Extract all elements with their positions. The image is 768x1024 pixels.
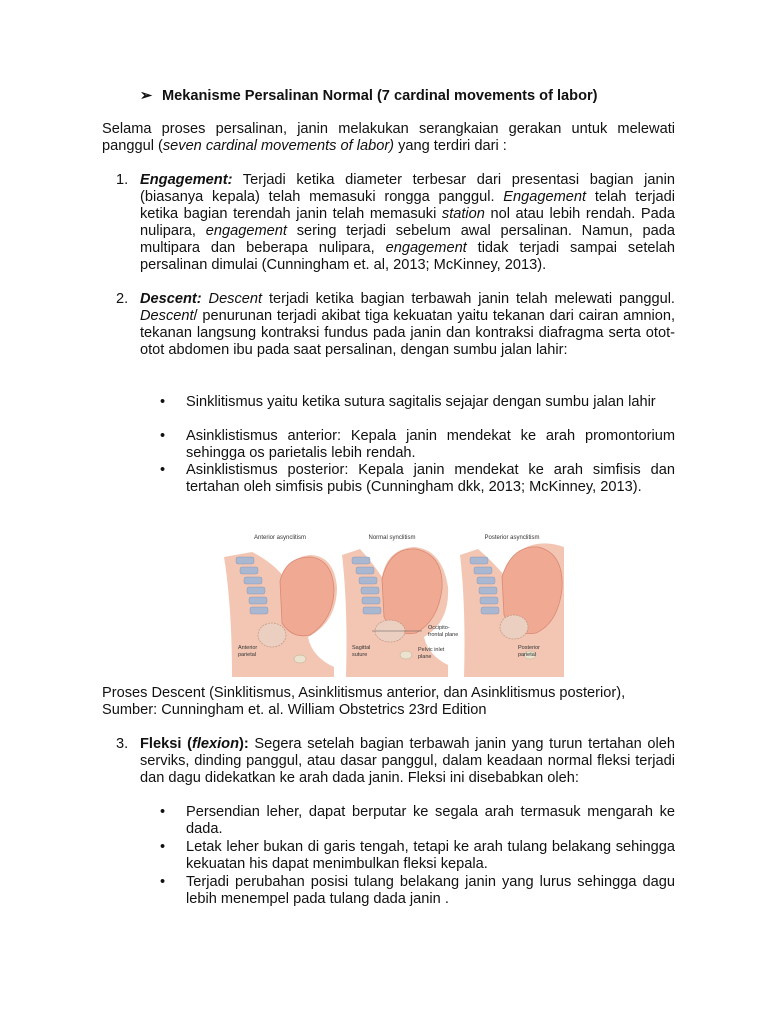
text-segment: telah terjadi ketika bagian terendah janin telah memasuki	[140, 189, 675, 222]
italic-term: engagement	[205, 223, 287, 239]
label-anterior-parietal-1: Anterior	[238, 645, 258, 651]
uterus-shape	[280, 557, 334, 636]
bullet-item-sinklitismus	[160, 394, 675, 411]
label-pelvic-inlet-1: Pelvic inlet	[418, 647, 445, 653]
bullet-text: Asinklistismus anterior: Kepala janin mendekat ke arah promontorium sehingga os parietalis lebih rendah.	[186, 428, 675, 461]
asynclitism-figure	[222, 527, 564, 677]
list-item-body	[140, 736, 675, 787]
italic-term: Descent	[140, 308, 194, 324]
text-segment: / penurunan terjadi akibat tiga kekuatan yaitu tekanan dari cairan amnion, tekanan langsung kontraksi fundus pada janin dan kontraksi diafragma serta otot-otot abdomen ibu pada saat persalinan, dengan sumbu jalan lahir:	[140, 308, 675, 358]
bullet-text: Terjadi perubahan posisi tulang belakang janin yang lurus sehingga dagu lebih menempel pada tulang dada janin .	[186, 874, 675, 907]
figure-caption	[102, 685, 675, 719]
text-segment: Terjadi ketika diameter terbesar dari presentasi bagian janin (biasanya kepala) telah memasuki rongga panggul.	[140, 172, 675, 205]
label-sagittal-suture-2: suture	[352, 652, 368, 658]
italic-term: station	[441, 206, 485, 222]
pubic-bone	[400, 651, 412, 659]
arrow-bullet-icon: ➢	[140, 88, 153, 104]
bullet-item-asinklitismus-posterior	[160, 462, 675, 496]
term-engagement: Engagement:	[140, 172, 233, 188]
bullet-dot-icon: •	[160, 394, 166, 410]
panel-title: Normal synclitism	[368, 535, 416, 541]
section-heading	[140, 88, 598, 105]
label-sagittal-suture-1: Sagittal	[352, 645, 371, 651]
section-heading-text: Mekanisme Persalinan Normal (7 cardinal movements of labor)	[162, 88, 598, 104]
pubic-bone	[294, 655, 306, 663]
list-number: 1.	[116, 172, 129, 188]
intro-text-c: yang terdiri dari :	[394, 138, 507, 154]
list-item-descent	[116, 291, 675, 359]
italic-term: engagement	[385, 240, 467, 256]
list-item-body	[140, 172, 675, 274]
fetal-head	[500, 615, 528, 639]
text-segment: sering terjadi sebelum awal persalinan. Namun, pada multipara dan beberapa nulipara,	[140, 223, 675, 256]
term-flexion-a: Fleksi (	[140, 736, 192, 752]
text-segment: Segera setelah bagian terbawah janin yang turun tertahan oleh serviks, dinding panggul, atau dasar panggul, dalam keadaan normal fleksi terjadi dan dagu didekatkan ke arah dada janin. Fleksi ini disebabkan oleh:	[140, 736, 675, 786]
bullet-item-letak-leher	[160, 839, 675, 873]
bullet-dot-icon: •	[160, 874, 166, 890]
term-flexion-italic: flexion	[191, 736, 239, 752]
list-item-engagement	[116, 172, 675, 274]
bullet-item-tulang-belakang	[160, 874, 675, 908]
intro-text-italic: seven cardinal movements of labor)	[162, 138, 395, 154]
label-posterior-parietal-1: Posterior	[518, 645, 541, 651]
italic-term: Descent	[208, 291, 263, 307]
bullet-text: Letak leher bukan di garis tengah, tetapi ke arah tulang belakang sehingga kekuatan his dapat menimbulkan fleksi kepala.	[186, 839, 675, 872]
bullet-text: Sinklitismus yaitu ketika sutura sagitalis sejajar dengan sumbu jalan lahir	[186, 394, 656, 410]
bullet-dot-icon: •	[160, 428, 166, 444]
label-occipito-frontal-2: frontal plane	[428, 632, 459, 638]
label-occipito-frontal-1: Occipito-	[428, 625, 450, 631]
term-flexion-b: ):	[238, 736, 249, 752]
panel-title: Posterior asynclitism	[484, 535, 540, 541]
bullet-dot-icon: •	[160, 462, 166, 478]
italic-term: Engagement	[503, 189, 587, 205]
caption-line-2: Sumber: Cunningham et. al. William Obstetrics 23rd Edition	[102, 702, 487, 718]
term-descent: Descent:	[140, 291, 202, 307]
bullet-dot-icon: •	[160, 804, 166, 820]
panel-title: Anterior asynclitism	[253, 535, 307, 541]
bullet-item-asinklitismus-anterior	[160, 428, 675, 462]
panel-anterior-asynclitism	[224, 535, 337, 677]
intro-text-a: Selama proses persalinan, janin melakukan serangkaian gerakan untuk melewati panggul (	[102, 121, 675, 154]
bullet-text: Persendian leher, dapat berputar ke segala arah termasuk mengarah ke dada.	[186, 804, 675, 837]
list-item-flexion	[116, 736, 675, 787]
list-number: 2.	[116, 291, 129, 307]
text-segment: nol atau lebih rendah. Pada nulipara,	[140, 206, 675, 239]
panel-posterior-asynclitism	[460, 535, 564, 677]
text-segment: tidak terjadi sampai setelah persalinan dimulai (Cunningham et. al, 2013; McKinney, 2013).	[140, 240, 675, 273]
bullet-dot-icon: •	[160, 839, 166, 855]
panel-normal-synclitism	[342, 535, 458, 677]
bullet-item-persendian-leher	[160, 804, 675, 838]
text-segment: terjadi ketika bagian terbawah janin telah melewati panggul.	[262, 291, 675, 307]
label-pelvic-inlet-2: plane	[418, 654, 432, 660]
label-anterior-parietal-2: parietal	[238, 652, 257, 658]
list-number: 3.	[116, 736, 129, 752]
list-item-body	[140, 291, 675, 359]
label-posterior-parietal-2: parietal	[518, 652, 537, 658]
caption-line-1: Proses Descent (Sinklitismus, Asinklitismus anterior, dan Asinklitismus posterior),	[102, 685, 626, 701]
bullet-text: Asinklistismus posterior: Kepala janin mendekat ke arah simfisis dan tertahan oleh simfisis pubis (Cunningham dkk, 2013; McKinney, 2013).	[186, 462, 675, 495]
intro-paragraph	[102, 121, 675, 155]
fetal-head	[258, 623, 286, 647]
